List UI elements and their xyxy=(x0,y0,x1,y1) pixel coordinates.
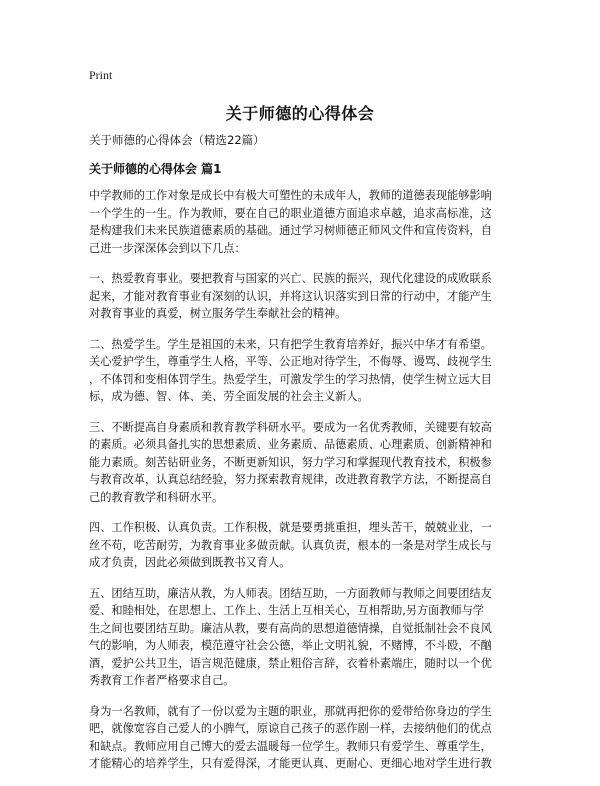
paragraph-line: 能力素质。刻苦钻研业务，不断更新知识，努力学习和掌握现代教育技术，积极参 xyxy=(89,455,492,469)
paragraph-line: 三、不断提高自身素质和教育教学科研水平。要成为一名优秀教师，关键要有较高 xyxy=(89,420,492,434)
paragraph-line: 身为一名教师，就有了一份以爱为主题的职业，那就再把你的爱带给你身边的学生 xyxy=(89,704,492,718)
paragraph-line: 吧，就像宽容自己爱人的小脾气，原谅自己孩子的恶作剧一样，去接纳他们的优点 xyxy=(89,722,492,735)
paragraph-line: ，不体罚和变相体罚学生。热爱学生，可激发学生的学习热情，使学生树立远大目 xyxy=(89,372,492,386)
paragraph-line: 一个学生的一生。作为教师，要在自己的职业道德方面追求卓越，追求高标准，这 xyxy=(89,206,492,220)
paragraph-line: 中学教师的工作对象是成长中有极大可塑性的未成年人，教师的道德表现能够影响 xyxy=(89,189,492,202)
paragraph-line: 气的影响，为人师表，模范遵守社会公德，举止文明礼貌，不赌博，不斗殴，不酗 xyxy=(89,639,492,652)
paragraph-line: 是构建我们未来民族道德素质的基础。通过学习树师德正师风文件和宣传资料，自 xyxy=(89,224,492,237)
paragraph-line: 的素质。必须具备扎实的思想素质、业务素质、品德素质、心理素质、创新精神和 xyxy=(89,438,492,451)
document-title: 关于师德的心得体会 xyxy=(225,104,375,123)
paragraph-line: 标，成为德、智、体、美、劳全面发展的社会主义新人。 xyxy=(89,390,369,403)
paragraph xyxy=(89,419,513,507)
paragraph xyxy=(89,585,513,690)
print-label: Print xyxy=(89,68,113,82)
paragraph-line: 己的教育教学和科研水平。 xyxy=(89,490,224,504)
paragraph-line: 起来，才能对教育事业有深刻的认识，并将这认识落实到日常的行动中，才能产生 xyxy=(89,289,492,303)
paragraph-line: 与教育改革，认真总结经验，努力探索教育规律，改进教育教学方法，不断提高自 xyxy=(89,473,492,486)
paragraph-line: 一、热爱教育事业。要把教育与国家的兴亡、民族的振兴，现代化建设的成败联系 xyxy=(89,272,492,285)
paragraph-line: 和缺点。教师应用自己博大的爱去温暖每一位学生。教师只有爱学生、尊重学生， xyxy=(89,739,492,753)
paragraph-line: 四、工作积极、认真负责。工作积极，就是要勇挑重担，埋头苦干，兢兢业业，一 xyxy=(89,521,492,534)
paragraph-line: 爱、和睦相处，在思想上、工作上、生活上互相关心，互相帮助,另方面教师与学 xyxy=(89,604,485,617)
paragraph xyxy=(89,187,513,257)
paragraph-line: 对教育事业的真爱，树立服务学生奉献社会的精神。 xyxy=(89,307,347,320)
paragraph-line: 才能精心的培养学生，只有爱得深，才能更认真、更耐心、更细心地对学生进行教 xyxy=(89,757,492,770)
article-body xyxy=(89,187,513,786)
paragraph xyxy=(89,270,513,323)
document-subtitle: 关于师德的心得体会（精选22篇） xyxy=(89,133,265,147)
paragraph-line: 己进一步深深体会到以下几点： xyxy=(89,241,246,255)
paragraph-line: 关心爱护学生，尊重学生人格，平等、公正地对待学生，不侮辱、谩骂、歧视学生 xyxy=(89,355,492,368)
paragraph-line: 秀教育工作者严格要求自己。 xyxy=(89,674,235,687)
paragraph xyxy=(89,519,513,572)
paragraph-line: 二、热爱学生。学生是祖国的未来，只有把学生教育培养好，振兴中华才有希望。 xyxy=(89,337,492,351)
paragraph-line: 五、团结互助，廉洁从教，为人师表。团结互助，一方面教师与教师之间要团结友 xyxy=(89,586,492,600)
paragraph-line: 酒，爱护公共卫生，语言规范健康，禁止粗俗言辞，衣着朴素端庄，随时以一个优 xyxy=(89,656,492,670)
paragraph xyxy=(89,703,513,773)
paragraph xyxy=(89,336,513,406)
paragraph-line: 成才负责，因此必须做到既教书又育人。 xyxy=(89,556,291,569)
paragraph-line: 丝不苟，吃苦耐劳，为教育事业多做贡献。认真负责，根本的一条是对学生成长与 xyxy=(89,538,492,552)
paragraph-line: 生之间也要团结互助。廉洁从教，要有高尚的思想道德情操，自觉抵制社会不良风 xyxy=(89,621,492,635)
section-heading: 关于师德的心得体会 篇1 xyxy=(89,162,222,176)
